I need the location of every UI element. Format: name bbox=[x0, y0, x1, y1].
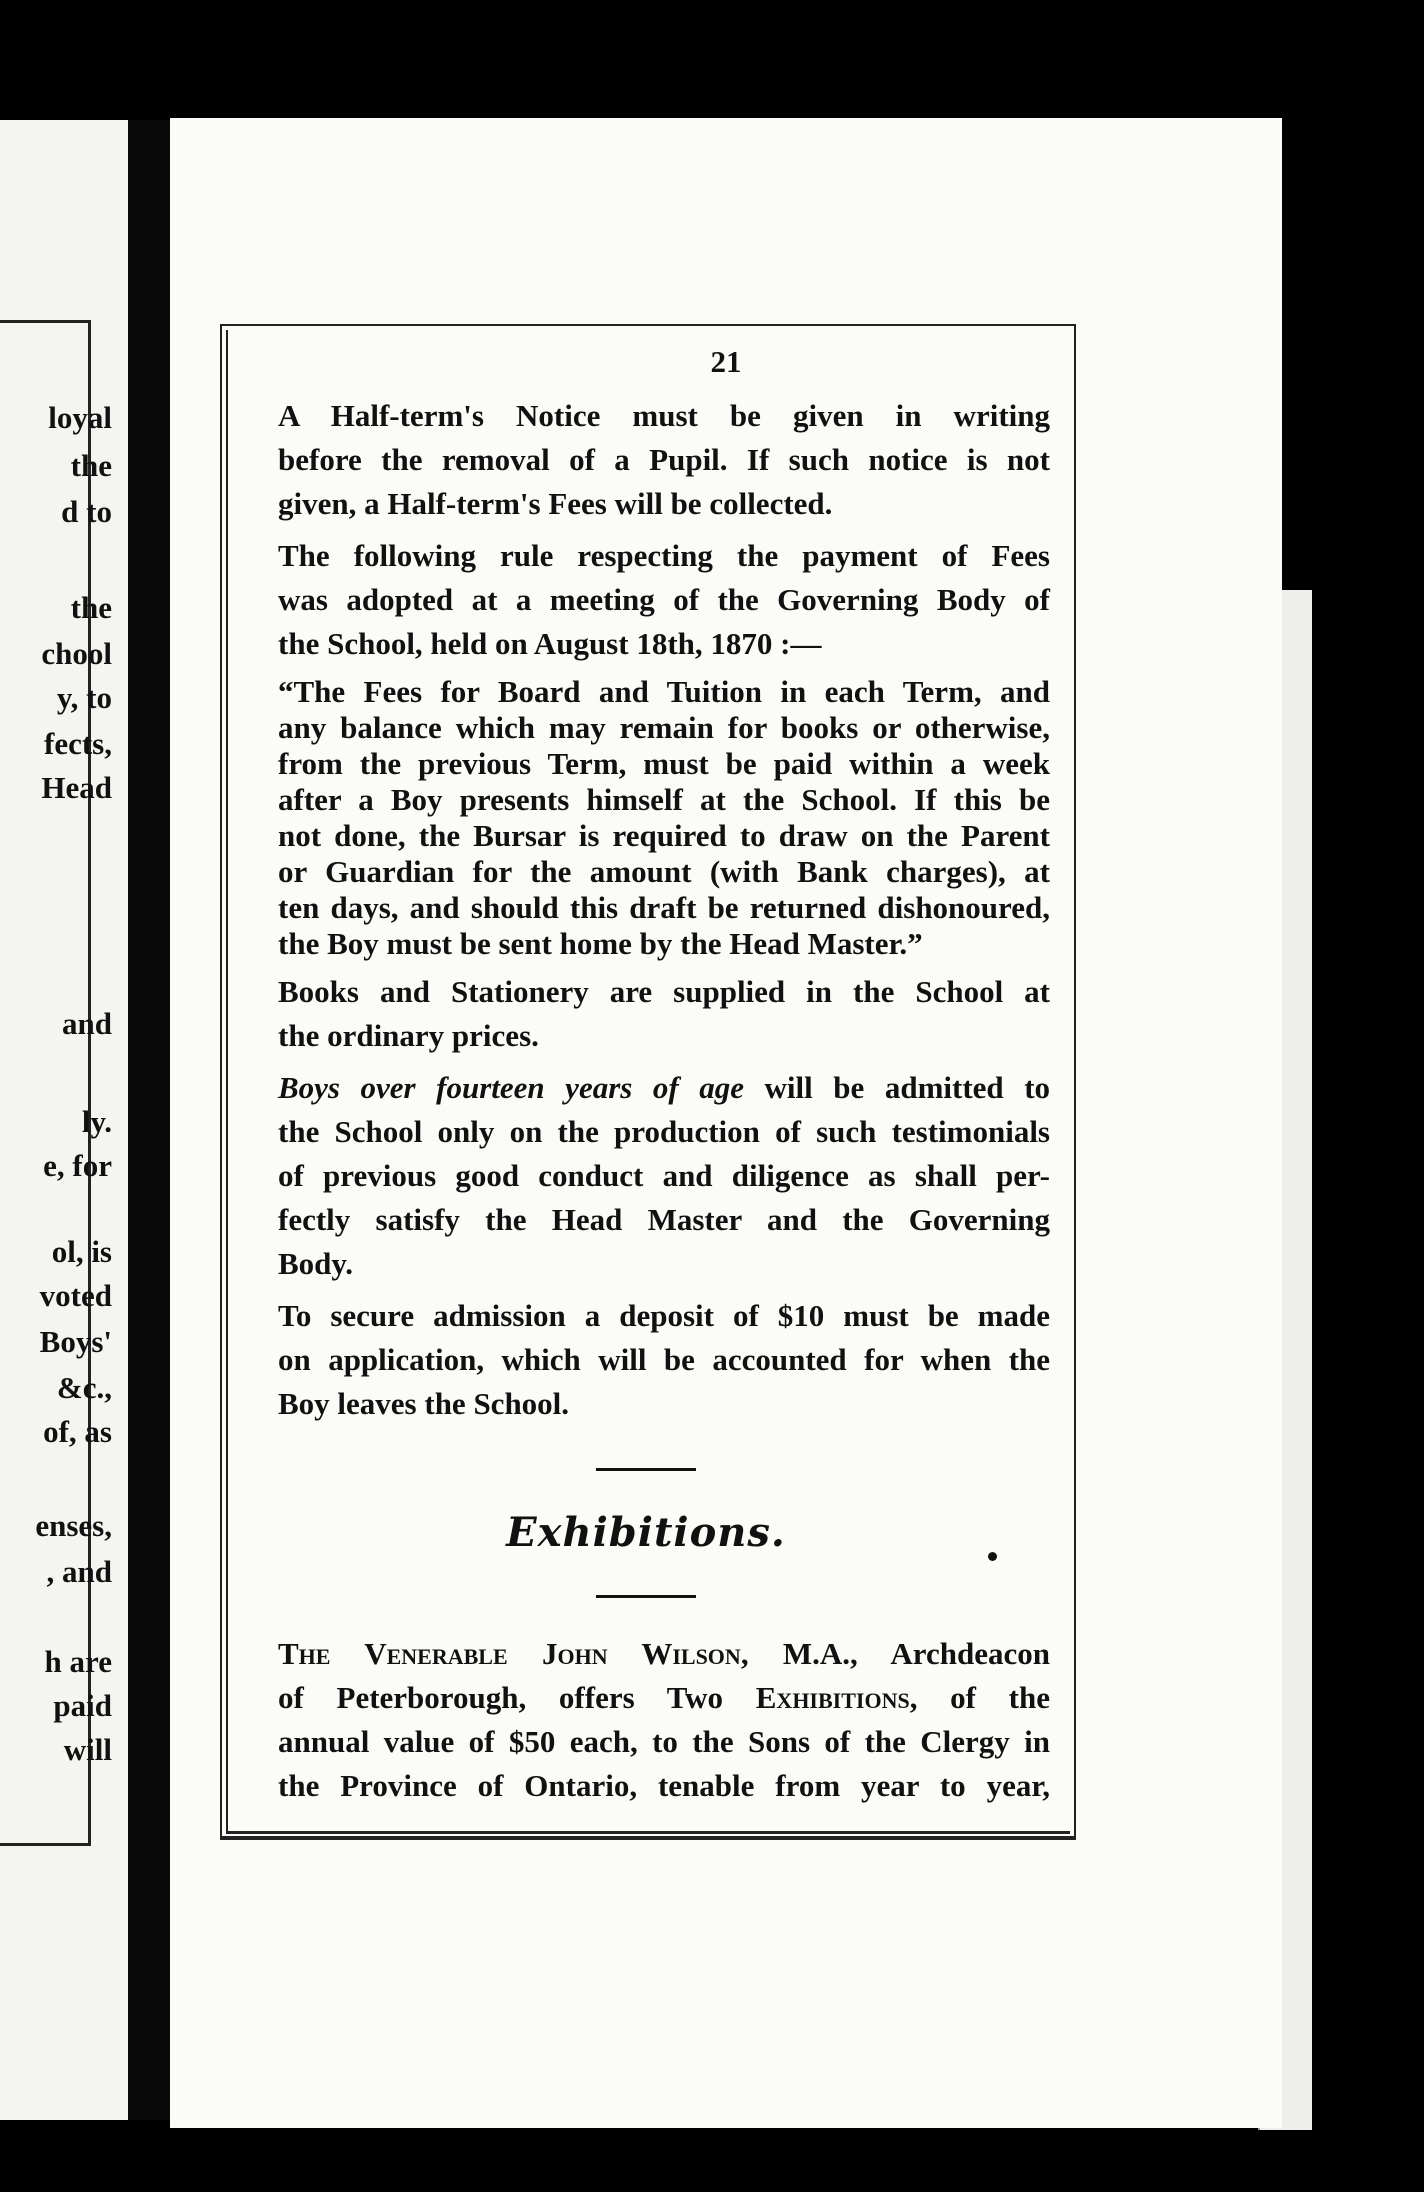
books-stationery-paragraph: Books and Stationery are supplied in the School at the ordinary prices. bbox=[278, 974, 1050, 1053]
left-page-fragment: fects, bbox=[44, 726, 112, 761]
page-21 bbox=[170, 118, 1282, 2128]
half-term-notice-paragraph: A Half-term's Notice must be given in writing before the removal of a Pupil. If such notice is not given, a Half-term's Fees will be collected. bbox=[278, 398, 1050, 521]
left-page-fragment: h are bbox=[44, 1644, 112, 1679]
left-page-fragment: chool bbox=[41, 636, 112, 671]
exhibitions-paragraph: The Venerable John Wilson, M.A., Archdeacon of Peterborough, offers Two Exhibitions, of the annual value of $50 each, to the Sons of the Clergy in the Province of Ontario, tenable from year to year, bbox=[278, 1636, 1050, 1803]
left-page-fragment: Boys' bbox=[39, 1324, 112, 1359]
left-page-fragment: y, to bbox=[56, 680, 112, 715]
left-page-frame bbox=[0, 320, 91, 1846]
left-page-fragment: voted bbox=[39, 1278, 112, 1313]
heading-rule-top bbox=[596, 1468, 696, 1471]
left-page-fragment: loyal bbox=[48, 400, 112, 435]
left-page-fragment: ly. bbox=[81, 1104, 112, 1139]
left-page-fragment: paid bbox=[53, 1688, 112, 1723]
left-page-fragment: e, for bbox=[43, 1148, 112, 1183]
section-heading: Exhibitions. bbox=[506, 1509, 786, 1556]
heading-rule-bottom bbox=[596, 1595, 696, 1598]
left-page-fragment: &c., bbox=[56, 1370, 112, 1405]
left-page-fragment: the bbox=[70, 590, 112, 625]
fees-rule-quotation: “The Fees for Board and Tuition in each Term, and any balance which may remain for books or otherwise, from the previous Term, must be paid within a week after a Boy presents himself at the School. If this be not done, the Bursar is required to draw on the Parent or Guardian for the amount (with Bank charges), at ten days, and should this draft be returned dishonoured, the Boy must be sent home by the Head Master.” bbox=[278, 674, 1050, 961]
left-page-fragment: ol, is bbox=[51, 1234, 112, 1269]
fees-rule-paragraph: The following rule respecting the payment of Fees was adopted at a meeting of the Governing Body of the School, held on August 18th, 1870 :— bbox=[278, 538, 1050, 661]
page-number: 21 bbox=[710, 344, 742, 379]
book-gutter bbox=[128, 120, 170, 2120]
left-page-fragment: the bbox=[70, 448, 112, 483]
left-page-fragment: d to bbox=[61, 494, 112, 529]
deposit-paragraph: To secure admission a deposit of $10 must be made on application, which will be accounted for when the Boy leaves the School. bbox=[278, 1298, 1050, 1421]
left-page-fragment: will bbox=[63, 1732, 112, 1767]
left-page-fragment: of, as bbox=[43, 1414, 112, 1449]
page-body bbox=[242, 394, 1050, 1808]
left-page-fragment: and bbox=[62, 1006, 112, 1041]
left-page-fragment: Head bbox=[41, 770, 112, 805]
age-admission-paragraph: Boys over fourteen years of age will be admitted to the School only on the production of such testimonials of previous good conduct and diligence as shall per- fectly satisfy the Head Master and the Governing Body. bbox=[278, 1070, 1051, 1281]
left-page-fragment: enses, bbox=[35, 1508, 112, 1543]
left-page-fragment: , and bbox=[46, 1554, 112, 1589]
ink-speck bbox=[988, 1552, 997, 1561]
